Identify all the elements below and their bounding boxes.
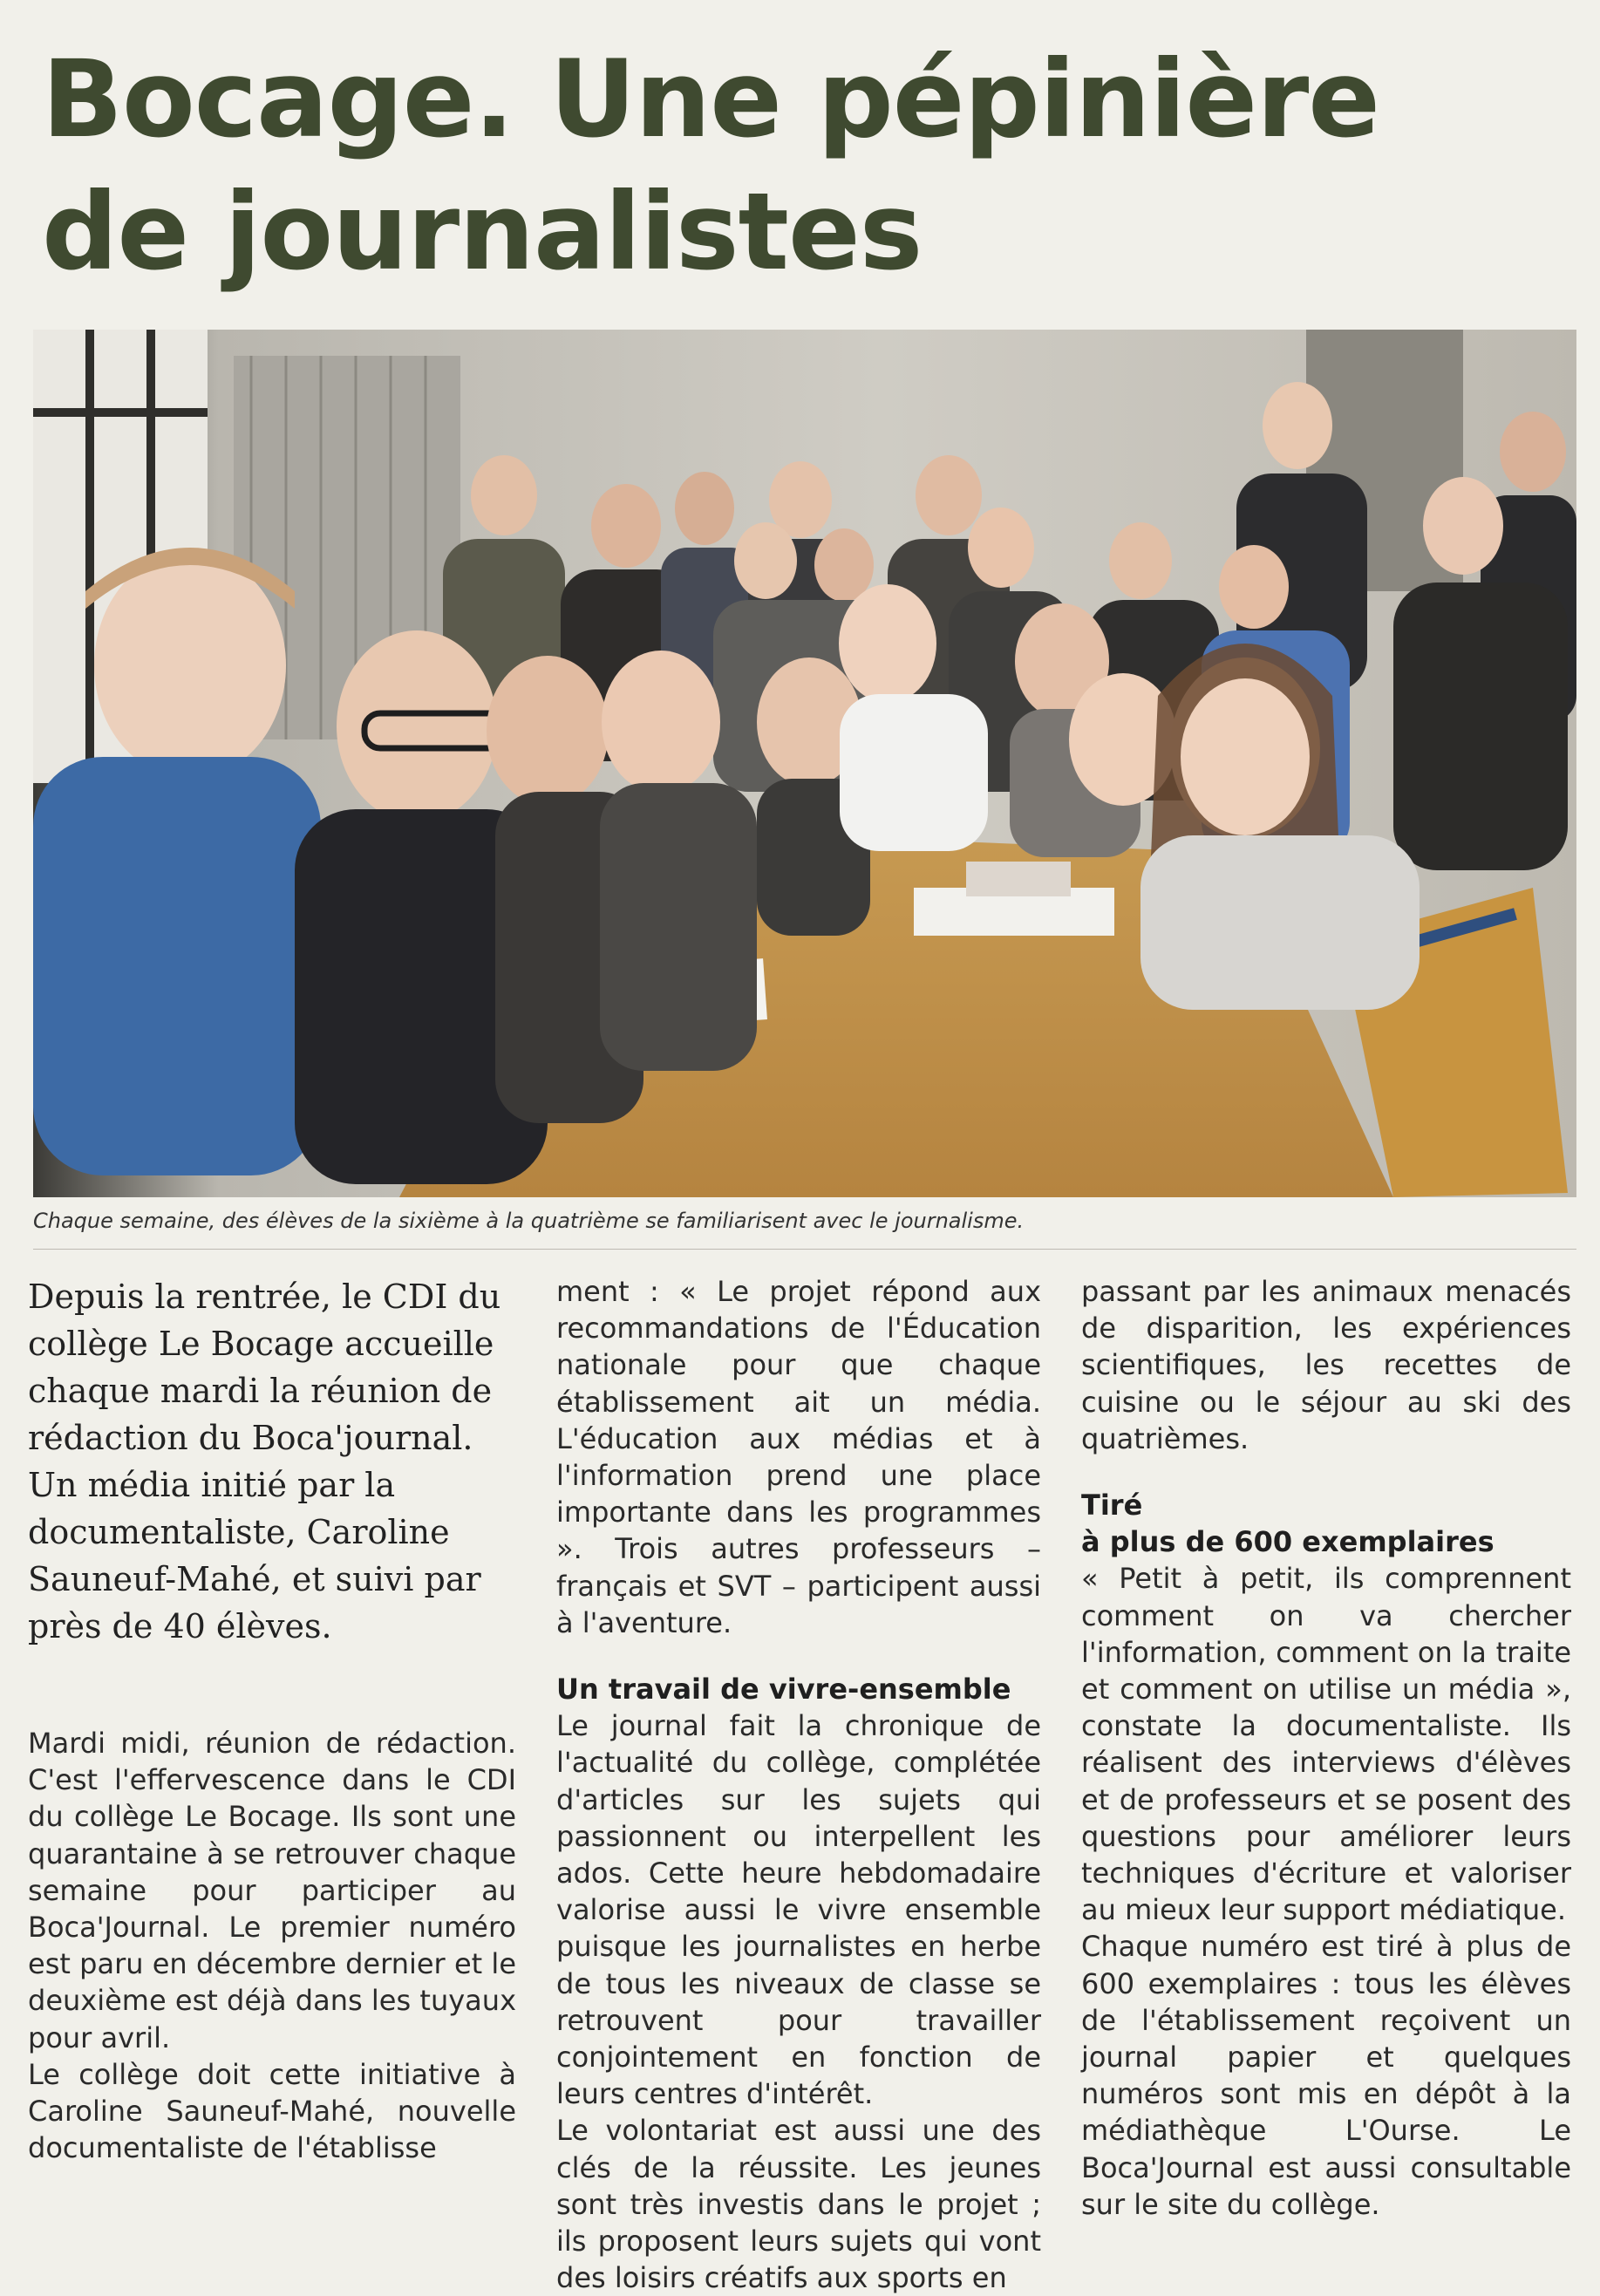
article-headline xyxy=(42,33,1524,298)
paragraph-5: « Petit à petit, ils comprennent comment on va chercher l'information, comment on la traite et comment on utilise un média », constate la documentaliste. Ils réalisent des interviews d'élèves et de professeurs et se posent des questions pour améliorer leurs techniques d'écriture et valoriser au mieux leur support médiatique. xyxy=(1081,1562,1571,1927)
column-2 xyxy=(556,1273,1041,2296)
paragraph-1: Mardi midi, réunion de rédaction. C'est l'effervescence dans le CDI du collège Le Bocage. Ils sont une quarantaine à se retrouver chaque semaine pour participer au Boca'Journal. Le premier numéro est paru en décembre dernier et le deuxième est déjà dans les tuyaux pour avril. xyxy=(28,1727,516,2054)
headline-line-1: Bocage. Une pépinière xyxy=(42,37,1380,161)
column-1 xyxy=(28,1273,516,2166)
paragraph-4: Le volontariat est aussi une des clés de la réussite. Les jeunes sont très investis dans le projet ; ils proposent leurs sujets qui vont des loisirs créatifs aux sports en xyxy=(556,2114,1041,2295)
photo-illustration xyxy=(33,330,1576,1197)
article-photo xyxy=(33,330,1576,1197)
paragraph-3: Le journal fait la chronique de l'actualité du collège, complétée d'articles sur les sujets qui passionnent ou interpellent les ados. Cette heure hebdomadaire valorise aussi le vivre ensemble puisque les journalistes en herbe de tous les niveaux de classe se retrouvent pour travailler conjointement en fonction de leurs centres d'intérêt. xyxy=(556,1709,1041,2111)
paragraph-4-continued: passant par les animaux menacés de disparition, les expériences scientifiques, les recettes de cuisine ou le séjour au ski des quatrièmes. xyxy=(1081,1275,1571,1455)
paragraph-6: Chaque numéro est tiré à plus de 600 exemplaires : tous les élèves de l'établissement reçoivent un journal papier et quelques numéros sont mis en dépôt à la médiathèque L'Ourse. Le Boca'Journal est aussi consultable sur le site du collège. xyxy=(1081,1930,1571,2221)
subhead-vivre-ensemble: Un travail de vivre-ensemble xyxy=(556,1673,1011,1707)
photo-caption: Chaque semaine, des élèves de la sixième à la quatrième se familiarisent avec le journalisme. xyxy=(33,1209,1025,1233)
caption-divider xyxy=(33,1249,1576,1250)
subhead-tire-line-1: Tiré xyxy=(1081,1489,1143,1523)
subhead-tire-line-2: à plus de 600 exemplaires xyxy=(1081,1525,1494,1559)
headline-line-2: de journalistes xyxy=(42,170,923,294)
paragraph-2: Le collège doit cette initiative à Caroline Sauneuf-Mahé, nouvelle documentaliste de l'établisse xyxy=(28,2057,516,2165)
paragraph-2-continued: ment : « Le projet répond aux recommandations de l'Éducation nationale pour que chaque établissement ait un média. L'éducation aux médias et à l'information prend une place importante dans les programmes ». Trois autres professeurs – français et SVT – participent aussi à l'aventure. xyxy=(556,1275,1041,1639)
column-3 xyxy=(1081,1273,1571,2223)
article-lead: Depuis la rentrée, le CDI du collège Le Bocage accueille chaque mardi la réunion de rédaction du Boca'journal. Un média initié par la documentaliste, Caroline Sauneuf-Mahé, et suivi par près de 40 élèves. xyxy=(28,1277,501,1645)
